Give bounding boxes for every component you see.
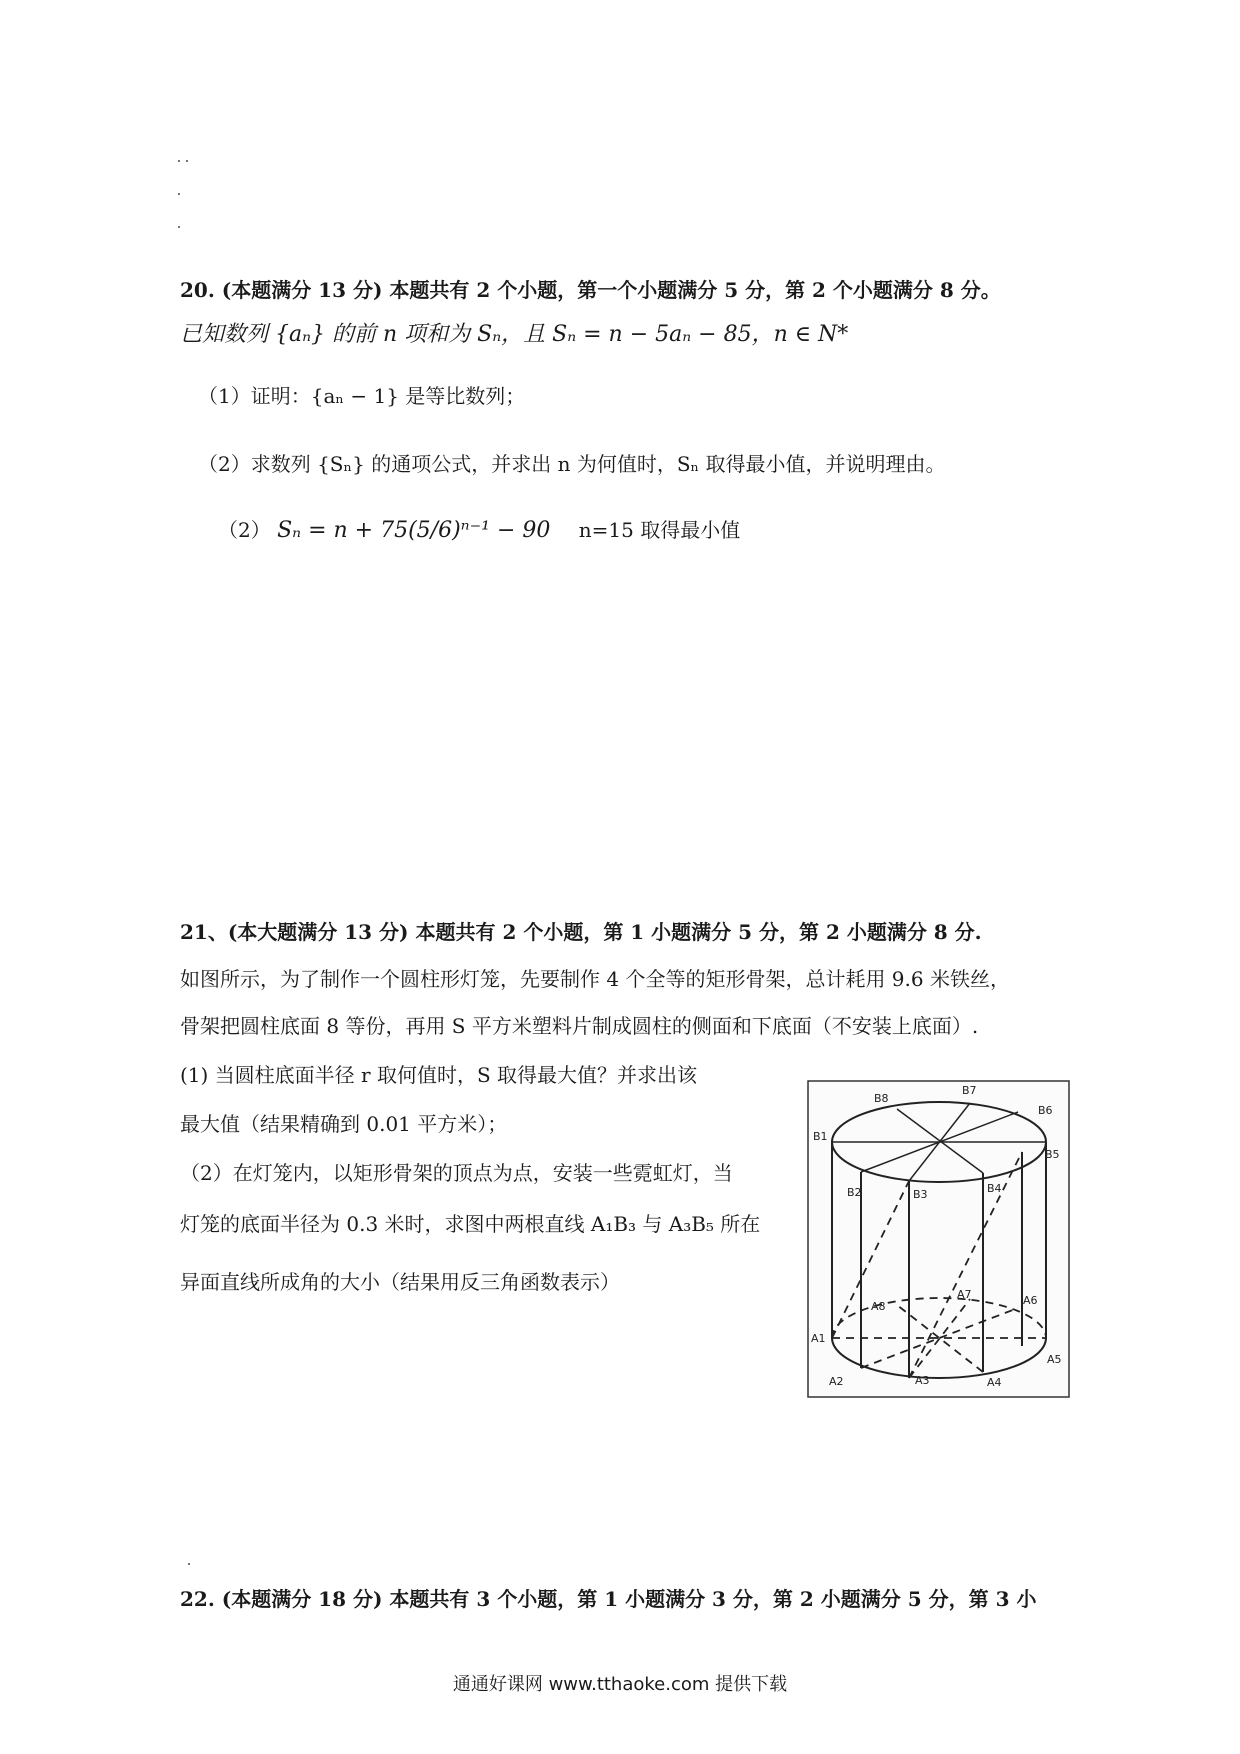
cylinder-lantern-figure bbox=[807, 1080, 1070, 1398]
label-a3: A3 bbox=[915, 1374, 930, 1387]
q21-stem-line2: 骨架把圆柱底面 8 等份，再用 S 平方米塑料片制成圆柱的侧面和下底面（不安装上底面）. bbox=[180, 1014, 979, 1038]
label-a8: A8 bbox=[871, 1300, 886, 1313]
label-a6: A6 bbox=[1023, 1294, 1038, 1307]
label-b5: B5 bbox=[1045, 1148, 1060, 1161]
q20-answer-formula: Sₙ = n + 75(5/6)ⁿ⁻¹ − 90 bbox=[277, 518, 551, 543]
label-a4: A4 bbox=[987, 1376, 1002, 1389]
label-a5: A5 bbox=[1047, 1353, 1062, 1366]
q20-part1: （1）证明：{aₙ − 1} 是等比数列； bbox=[198, 384, 526, 408]
q20-heading: 20. (本题满分 13 分) 本题共有 2 个小题，第一个小题满分 5 分，第 2 个小题满分 8 分。 bbox=[180, 278, 1001, 302]
q21-part2-line3: 异面直线所成角的大小（结果用反三角函数表示） bbox=[180, 1270, 620, 1294]
label-a1: A1 bbox=[811, 1332, 826, 1345]
scan-dot bbox=[178, 193, 180, 195]
scan-dot bbox=[186, 160, 188, 162]
q20-answer-label: （2） bbox=[218, 518, 271, 542]
scan-dot bbox=[178, 226, 180, 228]
label-b8: B8 bbox=[874, 1092, 889, 1105]
q21-part1-line2: 最大值（结果精确到 0.01 平方米）； bbox=[180, 1112, 508, 1136]
q20-part2: （2）求数列 {Sₙ} 的通项公式，并求出 n 为何值时，Sₙ 取得最小值，并说明理由。 bbox=[198, 452, 946, 476]
label-b2: B2 bbox=[847, 1186, 862, 1199]
label-a2: A2 bbox=[829, 1375, 844, 1388]
label-b3: B3 bbox=[913, 1188, 928, 1201]
q20-stem: 已知数列 {aₙ} 的前 n 项和为 Sₙ，且 Sₙ = n − 5aₙ − 85，n ∈ N* bbox=[180, 322, 849, 347]
label-a7: A7 bbox=[957, 1288, 972, 1301]
page-footer: 通通好课网 www.tthaoke.com 提供下载 bbox=[452, 1674, 788, 1695]
q22-heading: 22. (本题满分 18 分) 本题共有 3 个小题，第 1 小题满分 3 分，第 2 小题满分 5 分，第 3 小 bbox=[180, 1587, 1037, 1611]
label-b1: B1 bbox=[813, 1130, 828, 1143]
q21-stem-line1: 如图所示，为了制作一个圆柱形灯笼，先要制作 4 个全等的矩形骨架，总计耗用 9.6 米铁丝， bbox=[180, 967, 1010, 991]
q21-part2-line1: （2）在灯笼内，以矩形骨架的顶点为点，安装一些霓虹灯，当 bbox=[180, 1161, 733, 1185]
q21-part2-line2: 灯笼的底面半径为 0.3 米时，求图中两根直线 A₁B₃ 与 A₃B₅ 所在 bbox=[180, 1212, 761, 1236]
q21-heading: 21、(本大题满分 13 分) 本题共有 2 个小题，第 1 小题满分 5 分，第 2 小题满分 8 分. bbox=[180, 920, 982, 944]
label-b4: B4 bbox=[987, 1182, 1002, 1195]
label-b7: B7 bbox=[962, 1084, 977, 1097]
figure-frame bbox=[808, 1081, 1069, 1397]
label-b6: B6 bbox=[1038, 1104, 1053, 1117]
q21-part1-line1: (1) 当圆柱底面半径 r 取何值时，S 取得最大值？并求出该 bbox=[180, 1063, 698, 1087]
scan-dot bbox=[188, 1563, 190, 1565]
q20-answer bbox=[218, 514, 740, 543]
q20-answer-note: n=15 取得最小值 bbox=[578, 518, 741, 542]
scan-dot bbox=[178, 160, 180, 162]
